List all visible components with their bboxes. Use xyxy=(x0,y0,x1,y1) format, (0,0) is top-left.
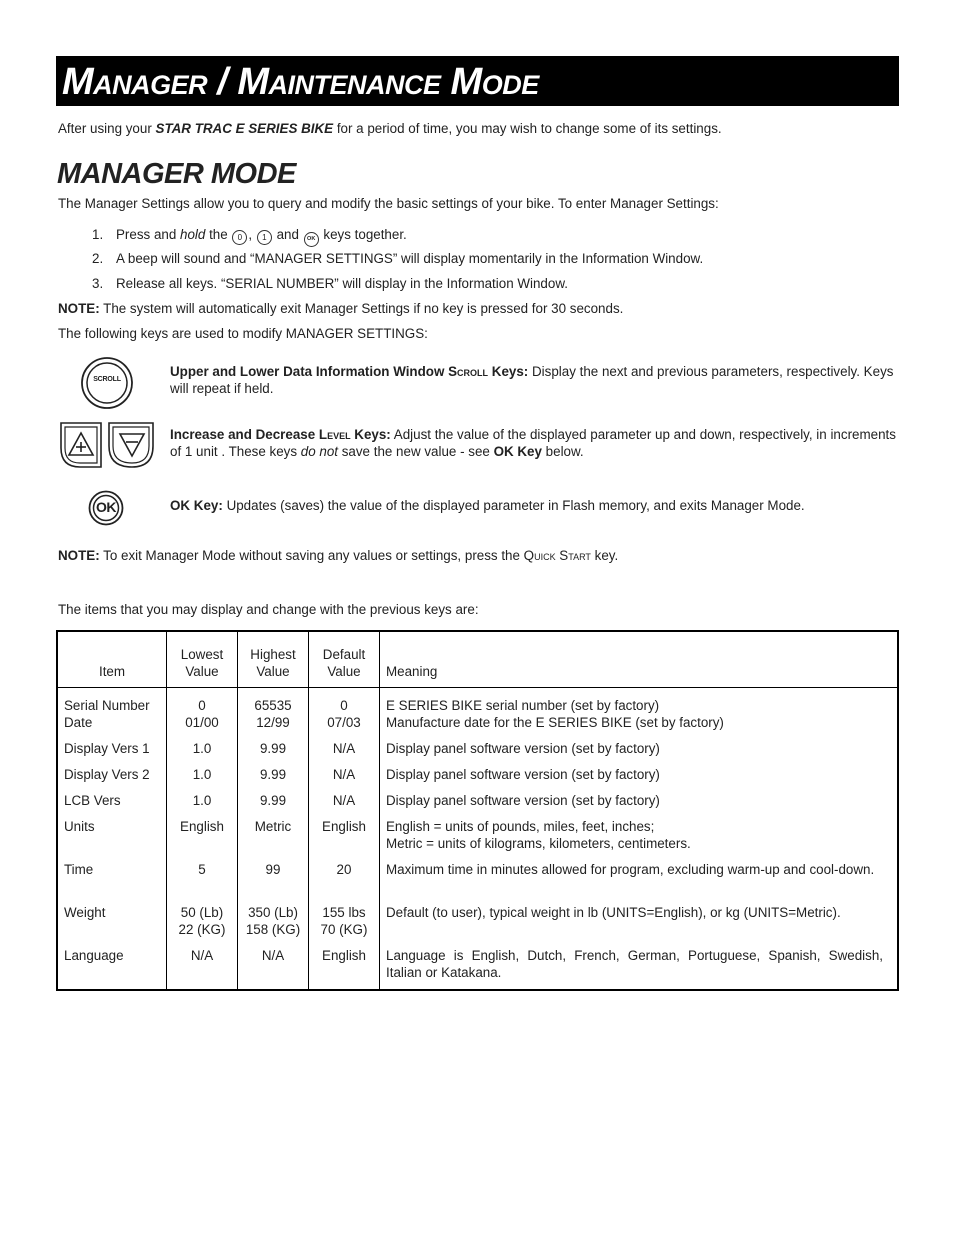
header-default: Default Value xyxy=(309,631,380,688)
scroll-keys-description: Upper and Lower Data Information Window Scroll Keys: Display the next and previous parameters, respectively. Keys will repeat if held. xyxy=(170,364,894,396)
ok-key-label: OK xyxy=(96,499,116,515)
header-lowest: Lowest Value xyxy=(167,631,238,688)
table-row: Time 5 99 20 Maximum time in minutes allowed for program, excluding warm-up and cool-down. xyxy=(57,861,898,904)
table-row: Display Vers 1 1.0 9.99 N/A Display panel software version (set by factory) xyxy=(57,740,898,766)
scroll-key-label: SCROLL xyxy=(93,376,121,383)
table-row: Date 01/00 12/99 07/03 Manufacture date for the E SERIES BIKE (set by factory) xyxy=(57,714,898,740)
key-ok-icon: OK xyxy=(304,232,319,247)
key-1-icon: 1 xyxy=(257,230,272,245)
header-item: Item xyxy=(57,631,167,688)
manager-mode-description: The Manager Settings allow you to query and modify the basic settings of your bike. To enter Manager Settings: xyxy=(58,196,719,211)
intro-paragraph: After using your STAR TRAC E SERIES BIKE for a period of time, you may wish to change some of its settings. xyxy=(58,121,722,136)
note-exit-without-saving: NOTE: To exit Manager Mode without saving any values or settings, press the Quick Start key. xyxy=(58,548,619,563)
section-banner xyxy=(56,56,899,106)
keys-intro: The following keys are used to modify MANAGER SETTINGS: xyxy=(58,326,428,341)
step-1: 1. Press and hold the 0 , 1 and OK keys together. xyxy=(92,227,407,247)
header-highest: Highest Value xyxy=(238,631,309,688)
manager-mode-title: MANAGER MODE xyxy=(57,158,296,190)
ok-key-icon xyxy=(88,490,124,531)
table-header-row xyxy=(57,631,898,688)
level-down-key-icon xyxy=(106,420,156,475)
header-meaning: Meaning xyxy=(380,631,899,688)
table-row: LCB Vers 1.0 9.99 N/A Display panel software version (set by factory) xyxy=(57,792,898,818)
level-keys-description: Increase and Decrease Level Keys: Adjust the value of the displayed parameter up and down, respectively, in increments of 1 unit . These keys do not save the new value - see OK Key below. xyxy=(170,427,896,459)
table-row: Units English Metric English English = units of pounds, miles, feet, inches; Metric = units of kilograms, kilometers, centimeters. xyxy=(57,818,898,861)
table-row: Serial Number 0 65535 0 E SERIES BIKE serial number (set by factory) xyxy=(57,688,898,715)
ok-key-description: OK Key: Updates (saves) the value of the displayed parameter in Flash memory, and exits Manager Mode. xyxy=(170,498,805,513)
table-row: Weight 50 (Lb) 22 (KG) 350 (Lb) 158 (KG) 155 lbs 70 (KG) Default (to user), typical weight in lb (UNITS=English), or kg (UNITS=Metric). xyxy=(57,904,898,947)
step-3: 3. Release all keys. “SERIAL NUMBER” will display in the Information Window. xyxy=(92,276,568,291)
scroll-key-icon xyxy=(80,356,134,415)
table-row: Display Vers 2 1.0 9.99 N/A Display panel software version (set by factory) xyxy=(57,766,898,792)
banner-title: Manager / Maintenance Mode xyxy=(62,61,539,103)
key-0-icon: 0 xyxy=(232,230,247,245)
product-name: STAR TRAC E SERIES BIKE xyxy=(155,121,334,136)
manager-settings-table xyxy=(56,630,899,991)
level-up-key-icon xyxy=(58,420,104,475)
table-row: Language N/A N/A English Language is English, Dutch, French, German, Portuguese, Spanish, Swedish, Italian or Katakana. xyxy=(57,947,898,990)
step-2: 2. A beep will sound and “MANAGER SETTINGS” will display momentarily in the Information Window. xyxy=(92,251,704,266)
note-auto-exit: NOTE: The system will automatically exit Manager Settings if no key is pressed for 30 seconds. xyxy=(58,301,624,316)
items-intro: The items that you may display and change with the previous keys are: xyxy=(58,602,479,617)
